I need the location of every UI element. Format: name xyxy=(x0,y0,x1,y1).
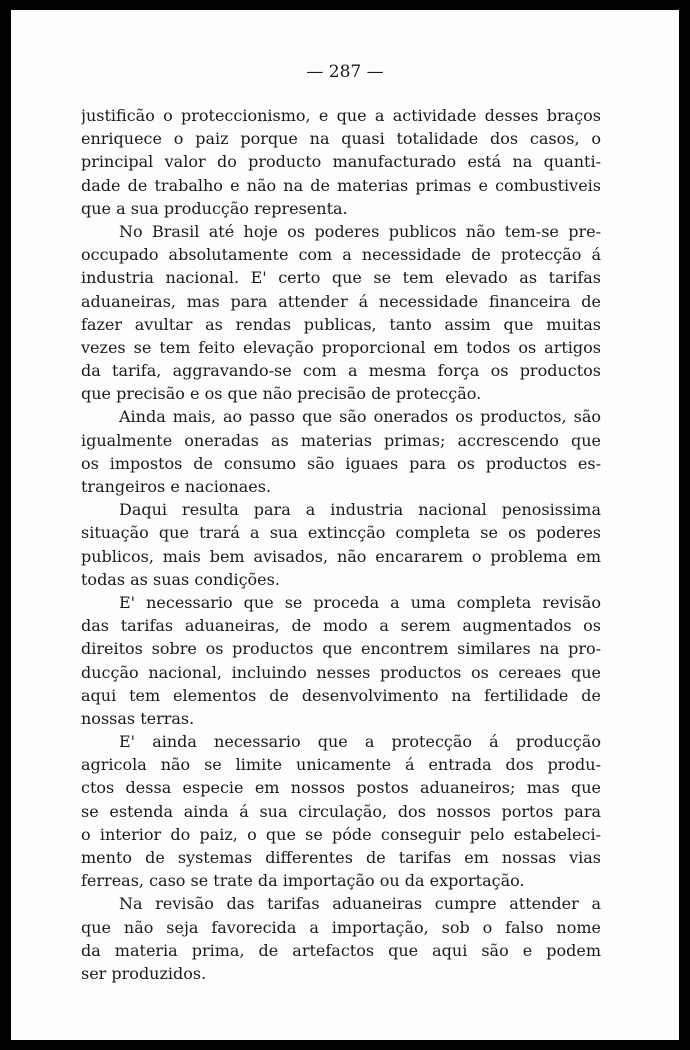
text-line: industria nacional. E' certo que se tem elevado as tarifas xyxy=(81,268,601,288)
text-line: que precisão e os que não precisão de protecção. xyxy=(81,384,482,404)
text-line: das tarifas aduaneiras, de modo a serem augmentados os xyxy=(81,616,601,636)
book-page xyxy=(11,10,679,1040)
text-line: publicos, mais bem avisados, não encararem o problema em xyxy=(81,546,601,566)
paragraph xyxy=(81,892,601,985)
body-text xyxy=(81,104,601,985)
text-line: fazer avultar as rendas publicas, tanto assim que muitas xyxy=(81,314,601,334)
text-line: mento de systemas differentes de tarifas em nossas vias xyxy=(81,848,601,867)
text-line: Na revisão das tarifas aduaneiras cumpre attender a xyxy=(119,894,601,914)
paragraph xyxy=(81,730,601,892)
paragraph xyxy=(81,591,601,730)
text-line: agricola não se limite unicamente á entrada dos produ- xyxy=(81,755,601,775)
paragraph xyxy=(81,498,601,591)
text-line: ctos dessa especie em nossos postos aduaneiros; mas que xyxy=(81,778,601,798)
text-line: que a sua producção representa. xyxy=(81,198,348,218)
text-line: que não seja favorecida a importação, sob o falso nome xyxy=(81,917,601,937)
text-line: trangeiros e nacionaes. xyxy=(81,477,272,496)
text-line: todas as suas condições. xyxy=(81,569,280,589)
text-line: ser produzidos. xyxy=(81,963,207,983)
text-line: principal valor do producto manufacturado está na quanti- xyxy=(81,152,601,172)
text-line: No Brasil até hoje os poderes publicos não tem-se pre- xyxy=(119,221,601,241)
text-line: aduaneiras, mas para attender á necessidade financeira de xyxy=(81,291,601,311)
text-line: ferreas, caso se trate da importação ou da exportação. xyxy=(81,871,525,891)
text-line: da tarifa, aggravando-se com a mesma força os productos xyxy=(81,361,601,381)
text-line: Daqui resulta para a industria nacional penosissima xyxy=(119,500,601,520)
text-line: justificão o proteccionismo, e que a actividade desses braços xyxy=(81,106,601,125)
text-line: E' necessario que se proceda a uma completa revisão xyxy=(119,592,601,612)
text-line: Ainda mais, ao passo que são onerados os productos, são xyxy=(119,407,601,427)
text-line: dade de trabalho e não na de materias primas e combustiveis xyxy=(81,175,601,195)
text-line: aqui tem elementos de desenvolvimento na fertilidade de xyxy=(81,685,601,705)
text-line: situação que trará a sua extincção completa se os poderes xyxy=(81,523,601,543)
text-line: enriquece o paiz porque na quasi totalidade dos casos, o xyxy=(81,129,601,149)
text-line: E' ainda necessario que a protecção á producção xyxy=(119,732,601,752)
paragraph xyxy=(81,220,601,406)
text-line: direitos sobre os productos que encontrem similares na pro- xyxy=(81,639,601,659)
text-line: os impostos de consumo são iguaes para os productos es- xyxy=(81,453,601,473)
text-line: o interior do paiz, o que se póde conseguir pelo estabeleci- xyxy=(81,824,601,844)
paragraph xyxy=(81,104,601,220)
text-line: se estenda ainda á sua circulação, dos nossos portos para xyxy=(81,801,601,821)
text-line: vezes se tem feito elevação proporcional em todos os artigos xyxy=(81,337,601,357)
text-line: occupado absolutamente com a necessidade de protecção á xyxy=(81,245,601,265)
text-line: ducção nacional, incluindo nesses productos os cereaes que xyxy=(81,662,601,682)
page-number: — 287 — xyxy=(306,62,384,82)
text-line: da materia prima, de artefactos que aqui são e podem xyxy=(81,940,601,960)
paragraph xyxy=(81,405,601,498)
text-line: nossas terras. xyxy=(81,708,195,728)
text-line: igualmente oneradas as materias primas; accrescendo que xyxy=(81,430,601,450)
